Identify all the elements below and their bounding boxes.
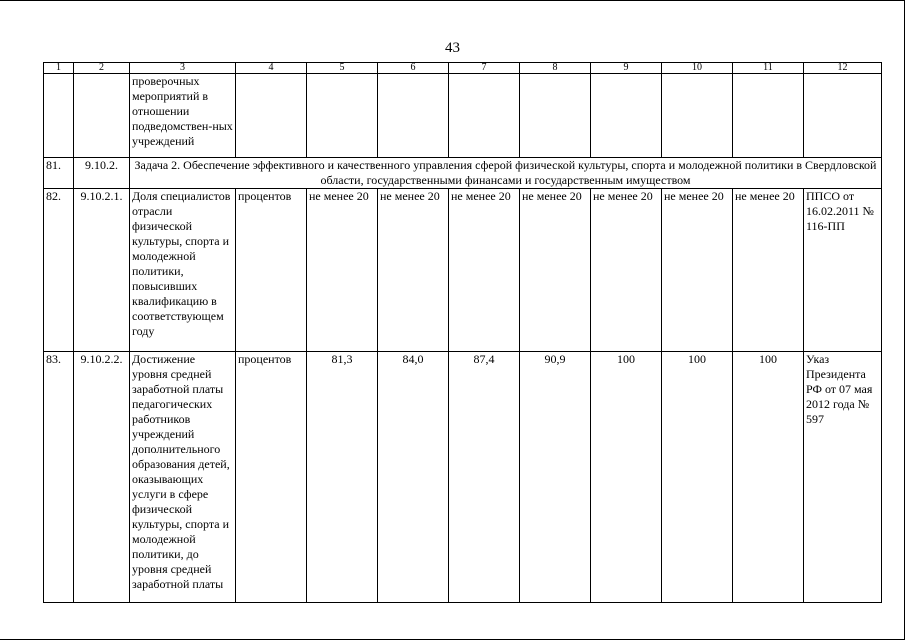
column-number: 6 <box>378 63 449 74</box>
cell-value: 90,9 <box>520 352 591 603</box>
cell-code <box>74 74 130 158</box>
cell-source: Указ Президента РФ от 07 мая 2012 года № 597 <box>804 352 882 603</box>
cell-num: 82. <box>44 189 74 352</box>
task-row <box>44 158 882 189</box>
column-number: 3 <box>130 63 236 74</box>
cell-value: не менее 20 <box>307 189 378 352</box>
cell-value: 87,4 <box>449 352 520 603</box>
cell-code: 9.10.2.1. <box>74 189 130 352</box>
cell-value: не менее 20 <box>449 189 520 352</box>
indicators-table <box>43 62 882 603</box>
cell-value: 100 <box>733 352 804 603</box>
cell-indicator-name: проверочных мероприятий в отношении подведомствен-ных учреждений <box>130 74 236 158</box>
cell-value: 100 <box>662 352 733 603</box>
table-row <box>44 189 882 352</box>
column-number: 4 <box>236 63 307 74</box>
cell-indicator-name: Достижение уровня средней заработной платы педагогических работников учреждений дополнительного образования детей, оказывающих услуги в сфере физической культуры, спорта и молодежной политики, до уровня средней заработной платы <box>130 352 236 603</box>
cell-source: ППСО от 16.02.2011 № 116-ПП <box>804 189 882 352</box>
cell-value: 100 <box>591 352 662 603</box>
cell-code: 9.10.2.2. <box>74 352 130 603</box>
cell-num <box>44 74 74 158</box>
column-number: 5 <box>307 63 378 74</box>
column-number: 2 <box>74 63 130 74</box>
cell-value: не менее 20 <box>591 189 662 352</box>
cell-value: не менее 20 <box>520 189 591 352</box>
cell-value: не менее 20 <box>662 189 733 352</box>
cell-unit: процентов <box>236 189 307 352</box>
page-number: 43 <box>445 40 460 56</box>
page-border-top <box>0 0 904 1</box>
table-row <box>44 352 882 603</box>
column-number: 10 <box>662 63 733 74</box>
continuation-row <box>44 74 882 158</box>
cell-indicator-name: Доля специалистов отрасли физической культуры, спорта и молодежной политики, повысивших квалификацию в соответствующем году <box>130 189 236 352</box>
cell-unit: процентов <box>236 352 307 603</box>
cell-num: 81. <box>44 158 74 189</box>
cell-value: 84,0 <box>378 352 449 603</box>
cell-task-title: Задача 2. Обеспечение эффективного и качественного управления сферой физической культуры, спорта и молодежной политики в Свердловской области, государственными финансами и государственным имуществом <box>130 158 882 189</box>
cell-value: не менее 20 <box>733 189 804 352</box>
column-number: 7 <box>449 63 520 74</box>
column-number: 8 <box>520 63 591 74</box>
cell-num: 83. <box>44 352 74 603</box>
cell-code: 9.10.2. <box>74 158 130 189</box>
column-number: 12 <box>804 63 882 74</box>
column-number: 9 <box>591 63 662 74</box>
column-number: 1 <box>44 63 74 74</box>
cell-value: не менее 20 <box>378 189 449 352</box>
column-number: 11 <box>733 63 804 74</box>
cell-value: 81,3 <box>307 352 378 603</box>
column-number-row <box>44 63 882 74</box>
